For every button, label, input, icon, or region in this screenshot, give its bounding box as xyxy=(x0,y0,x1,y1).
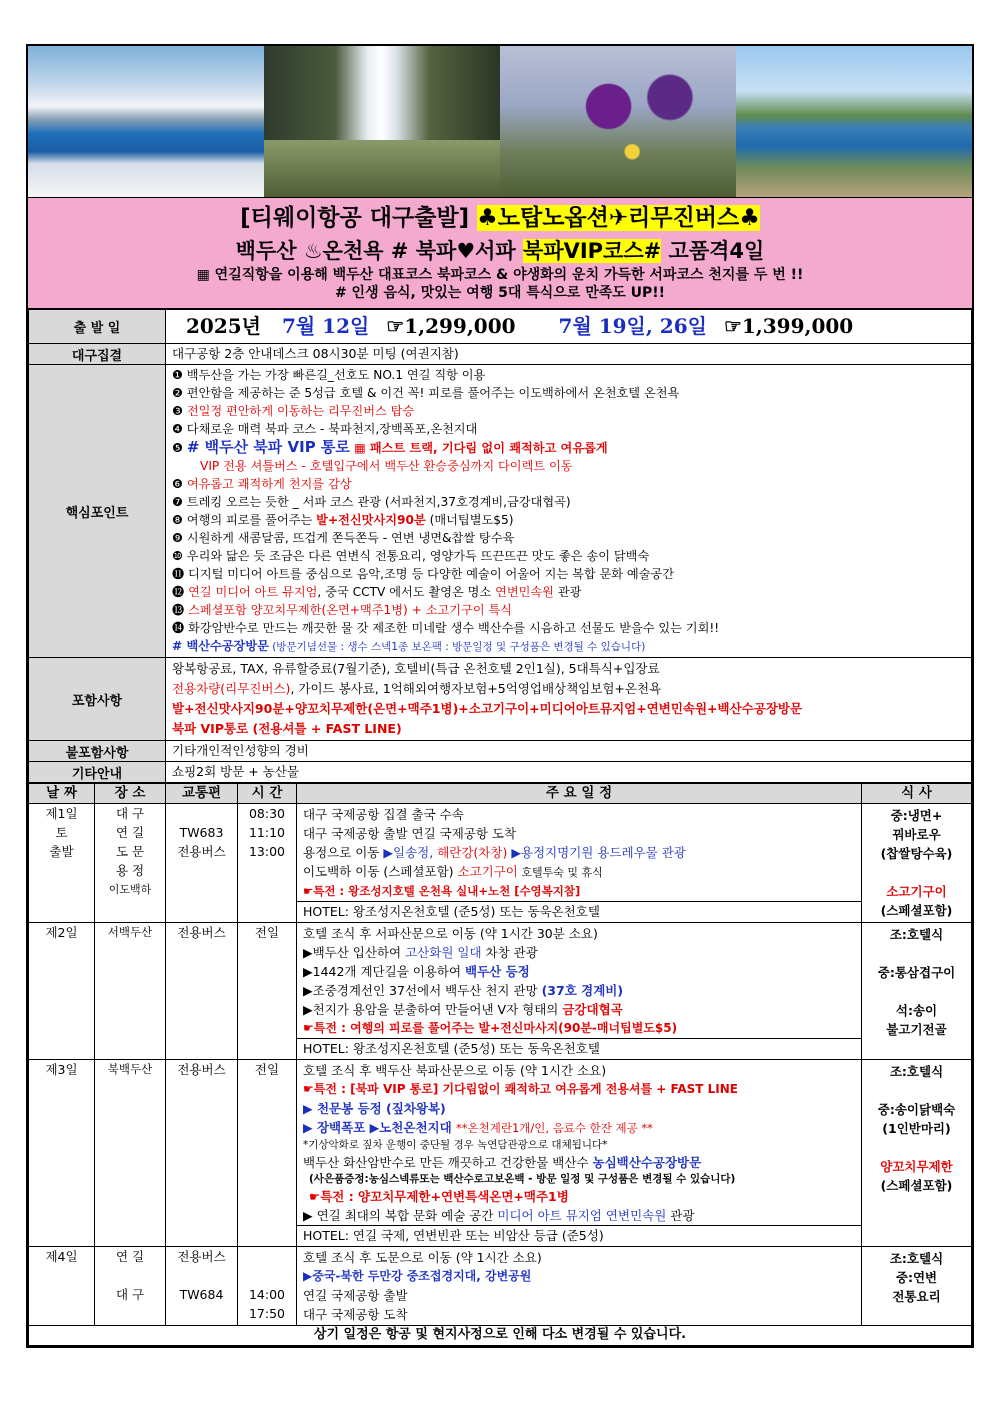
day3-weather-note: *기상악화로 짚차 운행이 중단될 경우 녹연담관광으로 대체됩니다* xyxy=(303,1139,608,1151)
day4-itinerary xyxy=(297,1247,862,1326)
day1-trans-1 xyxy=(166,804,237,823)
header-meal: 식 사 xyxy=(862,784,972,804)
day2-meal-3: 중:통삼겹구이 xyxy=(877,965,956,980)
day3-date: 제3일 xyxy=(29,1060,95,1247)
day1-meal-6: (스페셜포함) xyxy=(880,903,953,918)
day1-line-3-a: 용정으로 이동 xyxy=(303,845,384,860)
included-line-3: 발+전신맛사지90분+양꼬치무제한(온면+맥주1병)+소고기구이+미디어아트뮤지엄+연변민속원+백산수공장방문 xyxy=(172,701,803,716)
day3-line-3: ▶ 천문봉 등정 (짚차왕복) xyxy=(303,1101,446,1116)
day4-trans-1: 전용버스 xyxy=(177,1249,226,1264)
crater-lake-photo xyxy=(28,46,264,197)
header-transport: 교통편 xyxy=(166,784,238,804)
day2-meal-1: 조:호텔식 xyxy=(889,927,944,942)
day3-line-9 xyxy=(303,1206,855,1225)
day4-meal-2: 중:연변 xyxy=(895,1270,938,1285)
itinerary-page xyxy=(26,44,974,1348)
day1-meal-2: 꿔바로우 xyxy=(892,827,941,842)
day2-line-4-b: (37호 경계비) xyxy=(541,983,624,998)
departure-dates xyxy=(166,310,972,344)
point-15-note: (방문기념선물 : 생수 스넥1종 보온팩 : 방문일정 및 구성품은 변경될 수 있습니다) xyxy=(268,641,646,653)
point-15-factory: # 백산수공장방문 xyxy=(172,639,269,653)
departure-date-1: 7월 12일 xyxy=(281,314,370,338)
day1-place-1: 대 구 xyxy=(115,806,145,821)
day3-meal xyxy=(862,1060,972,1247)
day1-place xyxy=(95,804,166,923)
day3-hotel: HOTEL: 연길 국제, 연변빈관 또는 비암산 등급 (준5성) xyxy=(297,1225,861,1245)
day1-meal-5: 소고기구이 xyxy=(886,884,947,899)
schedule-table xyxy=(28,783,972,1346)
point-8-massage: 발+전신맛사지90분 xyxy=(316,513,426,527)
day1-meal xyxy=(862,804,972,923)
day2-line-2-a: ▶백두산 입산하여 xyxy=(303,945,406,960)
day1-line-4-c: 호텔투숙 및 휴식 xyxy=(517,866,603,879)
header-time: 시 간 xyxy=(238,784,297,804)
day1-time-2: 11:10 xyxy=(248,825,286,840)
excluded-text: 기타개인적인성향의 경비 xyxy=(166,741,972,762)
day1-date-label: 제1일 xyxy=(45,806,78,821)
day2-meal-2 xyxy=(862,944,971,963)
day1-meal-1: 중:냉면+ xyxy=(890,808,943,823)
included-insurance: , 가이드 봉사료, 1억해외여행자보험+5억영업배상책임보험+온천욕 xyxy=(290,681,662,696)
point-15 xyxy=(172,637,965,656)
subtitle-course: 백두산 ♨온천욕 # 북파♥서파 xyxy=(235,239,516,263)
point-2: ❷ 편안함을 제공하는 준 5성급 호텔 & 이건 꼭! 피로를 풀어주는 이도백하에서 온천호텔 온천욕 xyxy=(172,386,680,400)
day1-line-2: 대구 국제공항 출발 연길 국제공항 도착 xyxy=(303,826,517,841)
day3-gift-note: (사은품증정:농심스넥류또는 백산수로고보온백 - 방문 일정 및 구성품은 변경될 수 있습니다) xyxy=(309,1173,736,1185)
day3-line-6-a: 백두산 화산암반수로 만든 깨끗하고 건강한물 백산수 xyxy=(303,1155,593,1170)
day4-meal xyxy=(862,1247,972,1326)
day1-row xyxy=(29,804,972,923)
point-5 xyxy=(172,438,965,457)
day1-place-4: 용 정 xyxy=(115,863,145,878)
point-5-vip: # 백두산 북파 VIP 통로 xyxy=(186,438,350,456)
day2-meal-6: 불고기전골 xyxy=(886,1022,947,1037)
points-list xyxy=(166,365,972,658)
excluded-label: 불포함사항 xyxy=(29,741,166,762)
etc-text: 쇼핑2회 방문 + 농산물 xyxy=(166,762,972,783)
day2-line-1: 호텔 조식 후 서파산문으로 이동 (약 1시간 30분 소요) xyxy=(303,926,598,941)
point-11: ⓫ 디지털 미디어 아트를 중심으로 음악,조명 등 다양한 예술이 어울어 지는 복합 문화 예술공간 xyxy=(172,567,675,581)
day1-trans-2: TW683 xyxy=(179,825,224,840)
day4-time-3: 14:00 xyxy=(248,1287,286,1302)
day4-trans-3: TW684 xyxy=(179,1287,224,1302)
day2-time: 전일 xyxy=(238,923,297,1060)
day4-date: 제4일 xyxy=(29,1247,95,1326)
included-label: 포함사항 xyxy=(29,658,166,741)
day2-line-2 xyxy=(303,943,855,962)
day2-meal-4 xyxy=(862,982,971,1001)
point-12-end: 관광 xyxy=(553,585,582,599)
sub-title xyxy=(28,236,972,266)
day2-line-5 xyxy=(303,1000,855,1019)
day4-meal-3: 전통요리 xyxy=(892,1289,941,1304)
day2-special: ☛특전 : 여행의 피로를 풀어주는 발+전신마사지(90분-매너팁별도$5) xyxy=(303,1021,678,1035)
point-1: ❶ 백두산을 가는 가장 빠른길_선호도 NO.1 연길 직항 이용 xyxy=(172,368,486,382)
header-place: 장 소 xyxy=(95,784,166,804)
day3-meal-5 xyxy=(862,1138,971,1157)
point-12-folk: 연변민속원 xyxy=(495,585,554,599)
day3-line-4-a: ▶ 장백폭포 ▶노천온천지대 xyxy=(303,1120,457,1135)
description-line-2: # 인생 음식, 맛있는 여행 5대 특식으로 만족도 UP!! xyxy=(334,285,666,301)
point-6 xyxy=(172,475,965,493)
departure-price-1: ☞1,299,000 xyxy=(386,314,516,338)
day3-meal-2 xyxy=(862,1081,971,1100)
day3-line-4-b: **온천계란1개/인, 음료수 한잔 제공 ** xyxy=(456,1121,653,1135)
points-row xyxy=(29,365,972,658)
day4-time-1 xyxy=(238,1247,296,1266)
day3-line-9-c: 관광 xyxy=(666,1208,695,1223)
point-5-shuttle: VIP 전용 셔틀버스 - 호텔입구에서 백두산 환승중심까지 다이렉트 이동 xyxy=(200,459,573,473)
day4-place-3: 대 구 xyxy=(115,1287,145,1302)
day4-place-2 xyxy=(95,1266,165,1285)
meeting-label: 대구집결 xyxy=(29,344,166,365)
day1-trans xyxy=(166,804,238,923)
point-10: ❿ 우리와 닮은 듯 조금은 다른 연변식 전통요리, 영양가득 뜨끈뜨끈 맛도 좋은 송이 닭백숙 xyxy=(172,549,650,563)
day2-line-3-a: ▶1442개 계단길을 이용하여 xyxy=(303,964,466,979)
departure-date-2: 7월 19일, 26일 xyxy=(558,314,707,338)
point-8-tip: (매너팁별도$5) xyxy=(425,513,514,527)
etc-label: 기타안내 xyxy=(29,762,166,783)
day4-time-4: 17:50 xyxy=(248,1306,286,1321)
day3-line-4 xyxy=(303,1118,855,1138)
day3-line-6 xyxy=(303,1153,855,1172)
day1-line-4 xyxy=(303,862,855,882)
day3-meal-3: 중:송이닭백숙 xyxy=(877,1102,956,1117)
day3-meal-4: (1인반마리) xyxy=(882,1121,951,1136)
point-13-num: ⓭ xyxy=(172,603,189,617)
meeting-text: 대구공항 2층 안내데스크 08시30분 미팅 (여권지참) xyxy=(166,344,972,365)
footer-row xyxy=(29,1326,972,1346)
day3-meal-6: 양꼬치무제한 xyxy=(880,1159,953,1174)
day1-line-3 xyxy=(303,843,855,862)
wildflower-photo xyxy=(500,46,736,197)
departure-year: 2025년 xyxy=(186,314,261,338)
day2-hotel: HOTEL: 왕조성지온천호텔 (준5성) 또는 동욱온천호텔 xyxy=(297,1038,861,1058)
day1-place-5: 이도백하 xyxy=(108,883,152,896)
point-3-num: ❸ xyxy=(172,404,187,418)
day1-place-3: 도 문 xyxy=(115,844,145,859)
day4-line-1: 호텔 조식 후 도문으로 이동 (약 1시간 소요) xyxy=(303,1250,542,1265)
header-date: 날 짜 xyxy=(29,784,95,804)
day4-line-3: 연길 국제공항 출발 xyxy=(303,1288,408,1303)
included-list xyxy=(166,658,972,741)
day4-line-2: ▶중국-북한 두만강 중조접경지대, 강변공원 xyxy=(303,1269,532,1283)
day1-itinerary xyxy=(297,804,862,923)
mountain-lake-photo xyxy=(736,46,972,197)
day3-line-6-b: 농심백산수공장방문 xyxy=(592,1155,702,1170)
day2-meal-5: 석:송이 xyxy=(895,1003,938,1018)
meeting-row xyxy=(29,344,972,365)
point-12-mid: , 중국 CCTV 에서도 촬영온 명소 xyxy=(317,585,496,599)
info-table xyxy=(28,309,972,783)
waterfall-photo xyxy=(264,46,500,197)
day2-row xyxy=(29,923,972,1060)
day4-place-1: 연 길 xyxy=(115,1249,145,1264)
day2-itinerary xyxy=(297,923,862,1060)
subtitle-days: 고품격4일 xyxy=(668,239,765,263)
day3-vip: ☛특전 : [북파 VIP 통로] 기다림없이 쾌적하고 여유롭게 전용셔틀 + FAST LINE xyxy=(303,1082,738,1096)
day2-line-4 xyxy=(303,981,855,1000)
day2-trans: 전용버스 xyxy=(166,923,238,1060)
point-5-fast: ▦ 패스트 트랙, 기다림 없이 쾌적하고 여유롭게 xyxy=(349,441,608,455)
day3-place: 북백두산 xyxy=(95,1060,166,1247)
title-airline: [티웨이항공 대구출발] xyxy=(240,205,470,231)
day4-trans-2 xyxy=(166,1266,237,1285)
day1-time xyxy=(238,804,297,923)
day2-line-2-b: 고산화원 일대 xyxy=(405,945,482,960)
included-line-4: 북파 VIP통로 (전용셔틀 + FAST LINE) xyxy=(172,721,402,736)
day2-place: 서백두산 xyxy=(95,923,166,1060)
day1-trans-3: 전용버스 xyxy=(177,844,226,859)
included-row xyxy=(29,658,972,741)
point-4: ❹ 다채로운 매력 북파 코스 - 북파천지,장백폭포,온천지대 xyxy=(172,422,478,436)
day2-line-3-b: 백두산 등정 xyxy=(465,964,530,979)
day3-line-9-a: ▶ 연길 최대의 복합 문화 예술 공간 xyxy=(303,1208,498,1223)
day4-place xyxy=(95,1247,166,1326)
included-bus: 전용차량(리무진버스) xyxy=(172,681,291,696)
day1-line-3-d: ▶용정지명기원 용드레우물 관광 xyxy=(507,845,686,860)
day2-date: 제2일 xyxy=(29,923,95,1060)
day3-meal-7: (스페셜포함) xyxy=(880,1178,953,1193)
etc-row xyxy=(29,762,972,783)
points-label: 핵심포인트 xyxy=(29,365,166,658)
day3-row xyxy=(29,1060,972,1247)
header-schedule: 주 요 일 정 xyxy=(297,784,862,804)
point-3 xyxy=(172,402,965,420)
departure-row xyxy=(29,310,972,344)
day1-place-2: 연 길 xyxy=(115,825,145,840)
point-9: ❾ 시원하게 새콤달콤, 뜨겁게 쫀득쫀득 - 연변 냉면&찹쌀 탕수육 xyxy=(172,531,515,545)
day1-time-3: 13:00 xyxy=(248,844,286,859)
point-3-text: 전일정 편안하게 이동하는 리무진버스 탑승 xyxy=(186,404,415,418)
day3-line-9-b: 미디어 아트 뮤지엄 연변민속원 xyxy=(497,1208,667,1223)
day1-line-1: 대구 국제공항 집결 출국 수속 xyxy=(303,807,464,822)
departure-price-2: ☞1,399,000 xyxy=(723,314,854,338)
day1-hotel: HOTEL: 왕조성지온천호텔 (준5성) 또는 동욱온천호텔 xyxy=(297,901,861,921)
day1-line-3-b: ▶일송정, xyxy=(383,845,438,860)
day1-line-3-c: 해란강(차창) xyxy=(437,845,508,860)
day4-time xyxy=(238,1247,297,1326)
point-13-text: 스페셜포함 양꼬치무제한(온면+맥주1병) + 소고기구이 특식 xyxy=(188,603,513,617)
day4-line-4: 대구 국제공항 도착 xyxy=(303,1307,408,1322)
day1-weekday: 토 xyxy=(55,825,68,840)
day1-time-1: 08:30 xyxy=(248,806,286,821)
title-highlight: ♣노탑노옵션✈리무진버스♣ xyxy=(477,205,760,231)
main-title xyxy=(28,202,972,234)
title-banner xyxy=(28,198,972,309)
day2-line-5-a: ▶천지가 용암을 분출하여 만들어낸 V자 형태의 xyxy=(303,1002,563,1017)
day1-special: ☛특전 : 왕조성지호텔 온천욕 실내+노천 [수영복지참] xyxy=(303,884,581,898)
point-6-text: 여유롭고 쾌적하게 천지를 감상 xyxy=(186,477,352,491)
day3-time: 전일 xyxy=(238,1060,297,1247)
day1-meal-4 xyxy=(862,863,971,882)
subtitle-vip: 북파VIP코스# xyxy=(523,239,662,263)
point-8 xyxy=(172,511,965,529)
description-line-1: ▦ 연길직항을 이용해 백두산 대표코스 북파코스 & 야생화의 운치 가득한 서파코스 천지를 두 번 !! xyxy=(196,267,804,283)
day4-meal-1: 조:호텔식 xyxy=(889,1251,944,1266)
day4-trans xyxy=(166,1247,238,1326)
point-12-num: ⓬ xyxy=(172,585,189,599)
day3-line-1: 호텔 조식 후 백두산 북파산문으로 이동 (약 1시간 소요) xyxy=(303,1063,607,1078)
day2-line-2-c: 차창 관광 xyxy=(481,945,538,960)
point-6-num: ❻ xyxy=(172,477,187,491)
included-line-2 xyxy=(172,679,965,699)
departure-label: 출 발 일 xyxy=(29,310,166,344)
point-12-museum: 연길 미디어 아트 뮤지엄 xyxy=(188,585,318,599)
day3-special: ☛특전 : 양꼬치무제한+연변특색온면+맥주1병 xyxy=(309,1189,569,1204)
day2-line-4-a: ▶조중경계선인 37선에서 백두산 천지 관망 xyxy=(303,983,542,998)
day1-meal-3: (찹쌀탕수육) xyxy=(880,846,953,861)
point-12 xyxy=(172,583,965,601)
excluded-row xyxy=(29,741,972,762)
day2-line-3 xyxy=(303,962,855,981)
day1-line-4-a: 이도백하 이동 (스페셜포함) xyxy=(303,864,458,879)
day1-line-4-b: 소고기구이 xyxy=(457,864,518,879)
point-5-num: ❺ xyxy=(172,441,187,455)
day3-trans: 전용버스 xyxy=(166,1060,238,1247)
day1-date xyxy=(29,804,95,923)
day3-meal-1: 조:호텔식 xyxy=(889,1064,944,1079)
photo-strip xyxy=(28,46,972,198)
included-line-1: 왕복항공료, TAX, 유류할증료(7월기준), 호텔비(특급 온천호텔 2인1실), 5대특식+입장료 xyxy=(172,661,660,676)
point-13 xyxy=(172,601,965,619)
schedule-header xyxy=(29,784,972,804)
day4-row xyxy=(29,1247,972,1326)
day2-line-5-b: 금강대협곡 xyxy=(562,1002,623,1017)
day1-type: 출발 xyxy=(49,844,74,859)
point-8-a: ❽ 여행의 피로를 풀어주는 xyxy=(172,513,317,527)
day2-meal xyxy=(862,923,972,1060)
footer-note: 상기 일정은 항공 및 현지사정으로 인해 다소 변경될 수 있습니다. xyxy=(29,1326,972,1346)
point-14: ⓮ 화강암반수로 만드는 깨끗한 물 갓 제조한 미네랄 생수 백산수를 시음하고 선물도 받을수 있는 기회!! xyxy=(172,621,720,635)
day3-itinerary xyxy=(297,1060,862,1247)
day4-time-2 xyxy=(238,1266,296,1285)
point-7: ❼ 트레킹 오르는 듯한 _ 서파 코스 관광 (서파천지,37호경계비,금강대협곡) xyxy=(172,495,571,509)
